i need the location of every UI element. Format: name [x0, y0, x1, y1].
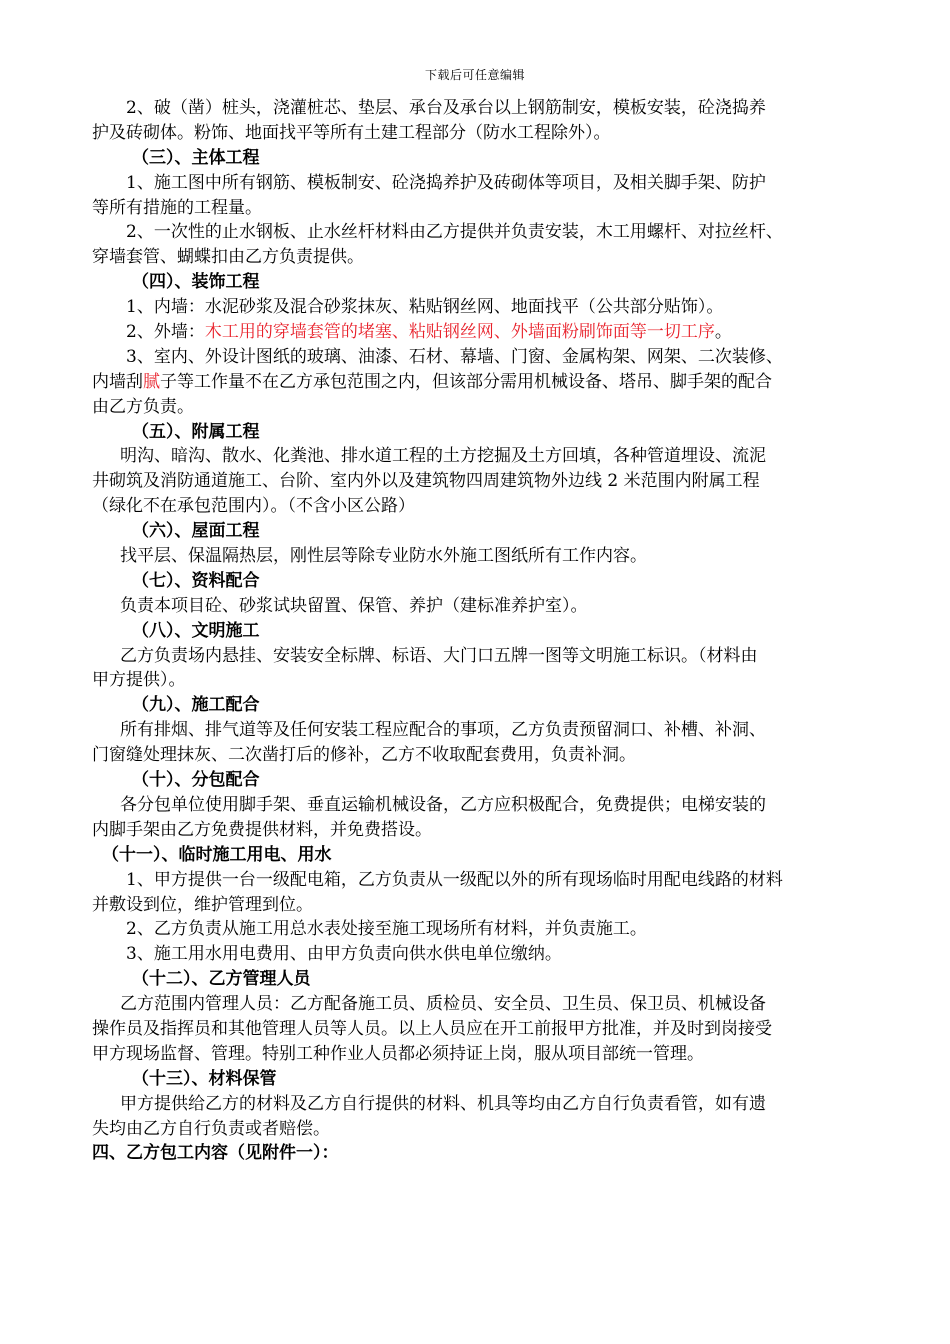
section-heading-9: （九）、施工配合 [132, 695, 260, 716]
paragraph-line: 负责本项目砼、砂浆试块留置、保管、养护（建标准养护室）。 [120, 595, 588, 616]
paragraph-line: 3、室内、外设计图纸的玻璃、油漆、石材、幕墙、门窗、金属构架、网架、二次装修、 [126, 346, 783, 367]
paragraph-line: 1、施工图中所有钢筋、模板制安、砼浇捣养护及砖砌体等项目，及相关脚手架、防护 [126, 172, 766, 193]
section-heading-7: （七）、资料配合 [132, 570, 260, 591]
section-heading-5: （五）、附属工程 [132, 421, 260, 442]
paragraph-line: 失均由乙方自行负责或者赔偿。 [92, 1118, 330, 1139]
section-heading-8: （八）、文明施工 [132, 620, 260, 641]
paragraph-line: 3、施工用水用电费用、由甲方负责向供水供电单位缴纳。 [126, 944, 562, 965]
section-heading-13: （十三）、材料保管 [132, 1068, 277, 1089]
section-heading-12: （十二）、乙方管理人员 [132, 969, 311, 990]
line-prefix: 内墙刮 [92, 371, 143, 392]
chapter-heading-4: 四、乙方包工内容（见附件一）： [92, 1143, 339, 1164]
document-body [92, 96, 872, 1166]
paragraph-line: 乙方范围内管理人员：乙方配备施工员、质检员、安全员、卫生员、保卫员、机械设备 [120, 994, 766, 1015]
paragraph-line: 甲方现场监督、管理。特别工种作业人员都必须持证上岗，服从项目部统一管理。 [92, 1043, 704, 1064]
paragraph-line [92, 320, 872, 345]
paragraph-line: 各分包单位使用脚手架、垂直运输机械设备，乙方应积极配合，免费提供；电梯安装的 [120, 794, 766, 815]
paragraph-line: 甲方提供）。 [92, 670, 186, 691]
paragraph-line: 2、乙方负责从施工用总水表处接至施工现场所有材料，并负责施工。 [126, 919, 647, 940]
paragraph-line [92, 370, 872, 395]
section-heading-10: （十）、分包配合 [132, 770, 260, 791]
section-heading-11: （十一）、临时施工用电、用水 [102, 844, 332, 865]
paragraph-line: 内脚手架由乙方免费提供材料，并免费搭设。 [92, 819, 432, 840]
section-heading-3: （三）、主体工程 [132, 147, 260, 168]
highlighted-char: 腻 [143, 371, 160, 392]
section-heading-4: （四）、装饰工程 [132, 272, 260, 293]
paragraph-line: 2、破（凿）桩头，浇灌桩芯、垫层、承台及承台以上钢筋制安，模板安装，砼浇捣养 [126, 98, 766, 118]
page-header: 下载后可任意编辑 [424, 68, 525, 82]
line-suffix: 子等工作量不在乙方承包范围之内，但该部分需用机械设备、塔吊、脚手架的配合 [160, 371, 772, 392]
paragraph-line: 1、甲方提供一台一级配电箱，乙方负责从一级配以外的所有现场临时用配电线路的材料 [126, 869, 783, 890]
paragraph-line: 所有排烟、排气道等及任何安装工程应配合的事项，乙方负责预留洞口、补槽、补洞、 [120, 720, 766, 741]
paragraph-line: 明沟、暗沟、散水、化粪池、排水道工程的土方挖掘及土方回填，各种管道埋设、流泥 [120, 446, 766, 467]
paragraph-line: 门窗缝处理抹灰、二次凿打后的修补，乙方不收取配套费用，负责补洞。 [92, 745, 636, 766]
paragraph-line: 并敷设到位，维护管理到位。 [92, 894, 313, 915]
paragraph-line: 护及砖砌体。粉饰、地面找平等所有土建工程部分（防水工程除外）。 [92, 122, 611, 143]
paragraph-line: 穿墙套管、蝴蝶扣由乙方负责提供。 [92, 247, 364, 268]
paragraph-line: 井砌筑及消防通道施工、台阶、室内外以及建筑物四周建筑物外边线 2 米范围内附属工程 [92, 471, 760, 492]
paragraph-line: （绿化不在承包范围内）。（不含小区公路） [92, 496, 415, 517]
line-prefix: 2、外墙： [126, 322, 205, 343]
paragraph-line: 操作员及指挥员和其他管理人员等人员。以上人员应在开工前报甲方批准，并及时到岗接受 [92, 1018, 772, 1039]
paragraph-line: 甲方提供给乙方的材料及乙方自行提供的材料、机具等均由乙方自行负责看管，如有遗 [120, 1093, 766, 1114]
paragraph-line: 1、内墙：水泥砂浆及混合砂浆抹灰、粘贴钢丝网、地面找平（公共部分贴饰）。 [126, 297, 724, 318]
line-suffix: 。 [714, 322, 732, 343]
paragraph-line: 找平层、保温隔热层，刚性层等除专业防水外施工图纸所有工作内容。 [120, 546, 647, 567]
paragraph-line: 由乙方负责。 [92, 396, 194, 417]
highlighted-text: 木工用的穿墙套管的堵塞、粘贴钢丝网、外墙面粉刷饰面等一切工序 [204, 322, 715, 343]
paragraph-line: 2、一次性的止水钢板、止水丝杆材料由乙方提供并负责安装，木工用螺杆、对拉丝杆、 [126, 222, 783, 243]
paragraph-line: 乙方负责场内悬挂、安装安全标牌、标语、大门口五牌一图等文明施工标识。（材料由 [120, 645, 758, 666]
paragraph-line: 等所有措施的工程量。 [92, 197, 262, 218]
section-heading-6: （六）、屋面工程 [132, 521, 260, 542]
